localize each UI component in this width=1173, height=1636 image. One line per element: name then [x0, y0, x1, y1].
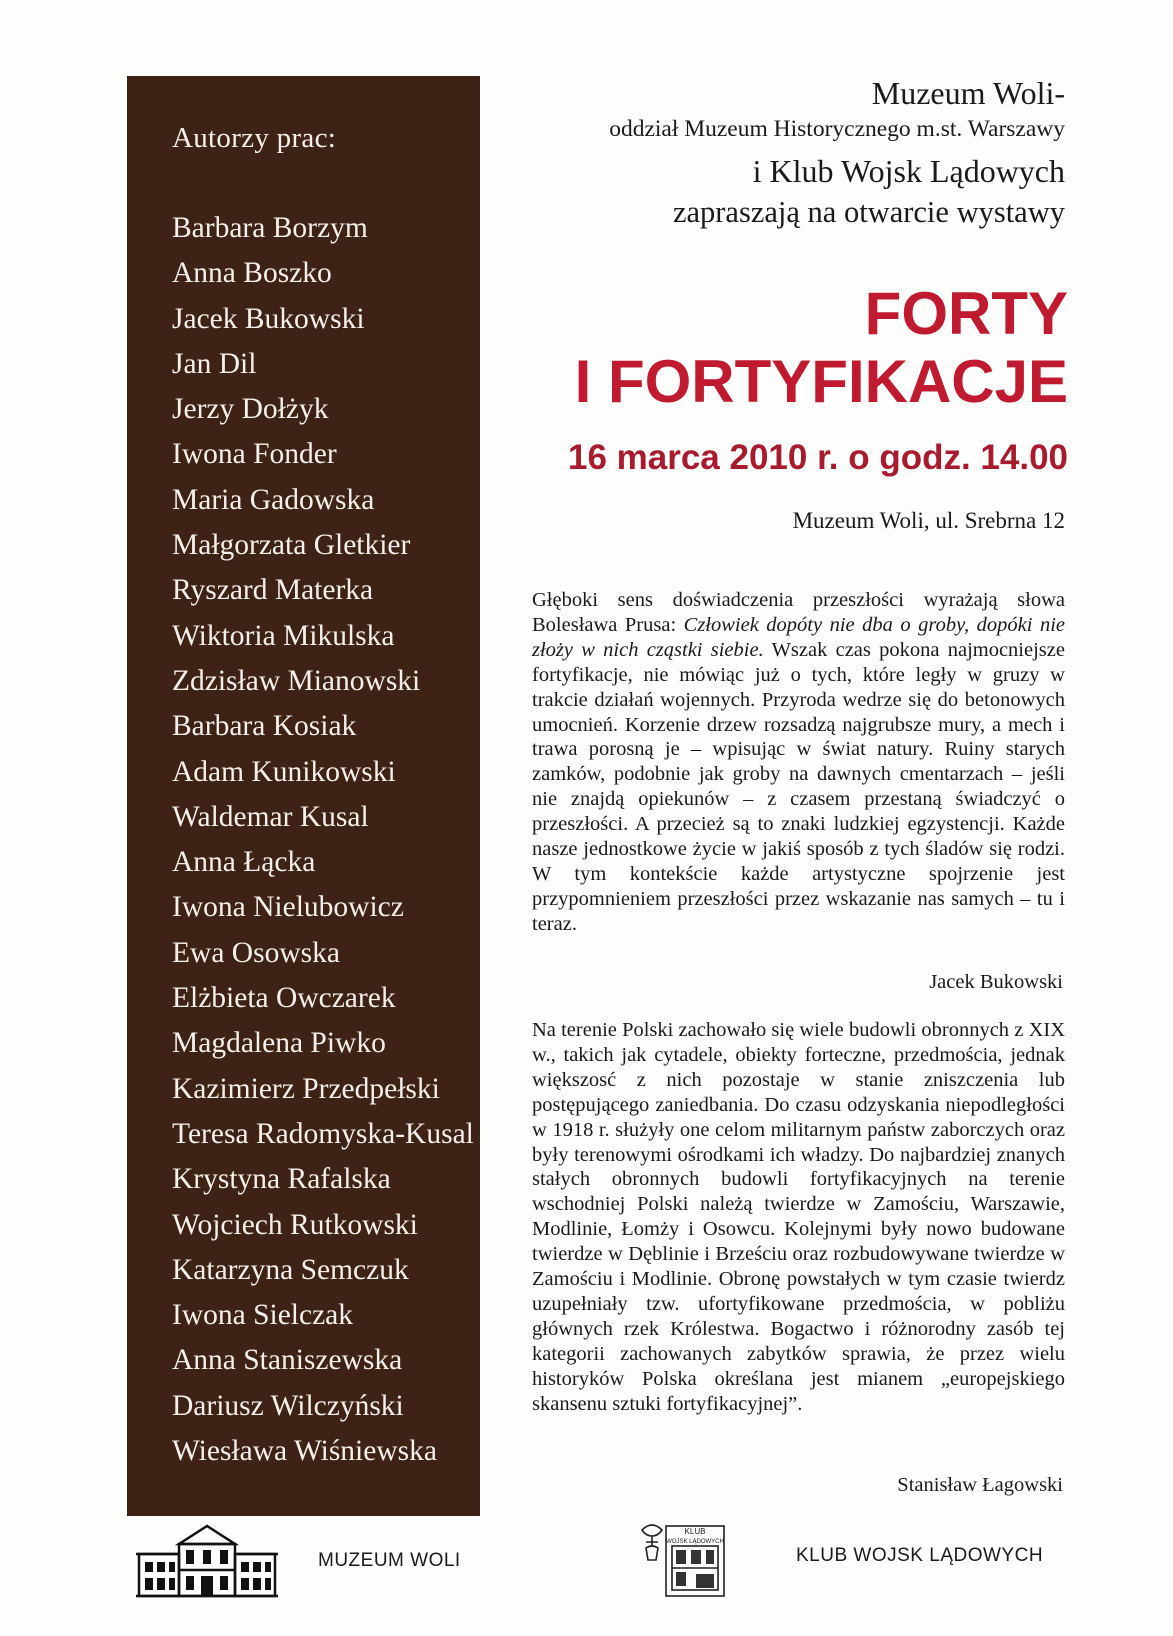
author-name: Kazimierz Przedpełski	[172, 1072, 440, 1105]
author-name: Maria Gadowska	[172, 483, 375, 516]
paragraph-1-signature: Jacek Bukowski	[929, 971, 1063, 993]
museum-building-icon	[136, 1522, 278, 1605]
author-name: Magdalena Piwko	[172, 1027, 386, 1060]
author-name: Jacek Bukowski	[172, 302, 365, 335]
paragraph-1	[532, 588, 1065, 937]
author-name: Iwona Sielczak	[172, 1299, 354, 1332]
authors-list	[172, 206, 474, 1474]
emblem-text-bottom: WOJSK LĄDOWYCH	[666, 1539, 724, 1545]
paragraph-2: Na terenie Polski zachowało się wiele budowli obronnych z XIX w., takich jak cytadele, obiekty forteczne, przedmościa, jednak większosć z nich pozostaje w stanie zniszczenia lub postępującego zaniedbania. Do czasu odzyskania niepodległości w 1918 r. służyły one celom militarnym państw zaborczych oraz były terenowymi ośrodkami ich władzy. Do najbardziej znanych stałych obronnych budowli fortyfikacyjnych na terenie wschodniej Polski należą twierdze w Zamościu, Warszawie, Modlinie, Łomży i Osowcu. Kolejnymi były nowo budowane twierdze w Dęblinie i Brześciu oraz rozbudowywane twierdze w Zamościu i Modlinie. Obronę powstałych w tym czasie twierdz uzupełniały tzw. ufortyfikowane przedmościa, w pobliżu głównych rzek Królestwa. Bogactwo i różnorodny zasób tej kategorii zachowanych zabytków sprawia, że przez wielu historyków Polska określana jest mianem „europejskiego skansenu sztuki fortyfikacyjnej”.	[532, 1019, 1065, 1415]
author-name: Iwona Fonder	[172, 438, 337, 471]
author-name: Jerzy Dołżyk	[172, 393, 329, 426]
header-line-branch: oddział Muzeum Historycznego m.st. Warszawy	[609, 116, 1065, 142]
author-name: Dariusz Wilczyński	[172, 1389, 404, 1422]
header-line-museum: Muzeum Woli-	[871, 75, 1065, 111]
emblem-text-top: KLUB	[684, 1527, 706, 1536]
invitation-header	[505, 72, 1065, 232]
author-name: Anna Łącka	[172, 846, 316, 879]
header-line-invite: zapraszają na otwarcie wystawy	[672, 195, 1065, 229]
author-name: Małgorzata Gletkier	[172, 529, 411, 562]
paragraph-1-body: Wszak czas pokona najmocniejsze fortyfikacje, nie mówiąc już o tych, które legły w gruzy w trakcie działań wojennych. Przyroda wedrze się do betonowych umocnień. Korzenie drzew rozsadzą najgrubsze mury, a mech i trawa porosną je – wpisując w świat natury. Ruiny starych zamków, podobnie jak groby na dawnych cmentarzach – jeśli nie znajdą opiekunów – z czasem przestaną świadczyć o przeszłości. A przecież są to znaki ludzkiej egzystencji. Każde nasze jednostkowe życie w jakiś sposób z tych śladów się rodzi. W tym kontekście każde artystyczne spojrzenie jest przypomnieniem przeszłości przez wskazanie nas samych – tu i teraz.	[532, 638, 1065, 935]
author-name: Waldemar Kusal	[172, 800, 369, 833]
author-name: Adam Kunikowski	[172, 755, 396, 788]
event-address: Muzeum Woli, ul. Srebrna 12	[792, 508, 1065, 533]
museum-label: MUZEUM WOLI	[318, 1550, 461, 1571]
club-label: KLUB WOJSK LĄDOWYCH	[796, 1545, 1044, 1566]
author-name: Teresa Radomyska-Kusal	[172, 1117, 474, 1150]
authors-heading: Autorzy prac:	[172, 122, 337, 154]
author-name: Barbara Kosiak	[172, 710, 357, 743]
author-name: Anna Staniszewska	[172, 1344, 403, 1377]
header-line-club: i Klub Wojsk Lądowych	[752, 153, 1065, 189]
author-name: Wiesława Wiśniewska	[172, 1435, 437, 1468]
paragraph-1-quote: Człowiek dopóty nie dba o groby, dopóki nie złoży w nich cząstki siebie.	[532, 613, 1065, 661]
title-line-1: FORTY	[864, 280, 1068, 347]
military-club-emblem-icon	[636, 1516, 730, 1603]
author-name: Ryszard Materka	[172, 574, 374, 607]
author-name: Krystyna Rafalska	[172, 1163, 391, 1196]
author-name: Katarzyna Semczuk	[172, 1253, 409, 1286]
paragraph-2-signature: Stanisław Łagowski	[897, 1474, 1063, 1496]
author-name: Iwona Nielubowicz	[172, 891, 404, 924]
title-line-2: I FORTYFIKACJE	[574, 348, 1068, 415]
author-name: Zdzisław Mianowski	[172, 664, 421, 697]
author-name: Wojciech Rutkowski	[172, 1208, 418, 1241]
author-name: Anna Boszko	[172, 257, 332, 290]
author-name: Wiktoria Mikulska	[172, 619, 395, 652]
author-name: Elżbieta Owczarek	[172, 982, 396, 1015]
event-date: 16 marca 2010 r. o godz. 14.00	[567, 438, 1068, 477]
exhibition-title	[575, 280, 1068, 416]
author-name: Ewa Osowska	[172, 936, 340, 969]
author-name: Jan Dil	[172, 347, 257, 380]
author-name: Barbara Borzym	[172, 212, 368, 244]
paragraph-1-intro: Głęboki sens doświadczenia przeszłości wyrażają słowa Bolesława Prusa:	[532, 589, 1065, 636]
